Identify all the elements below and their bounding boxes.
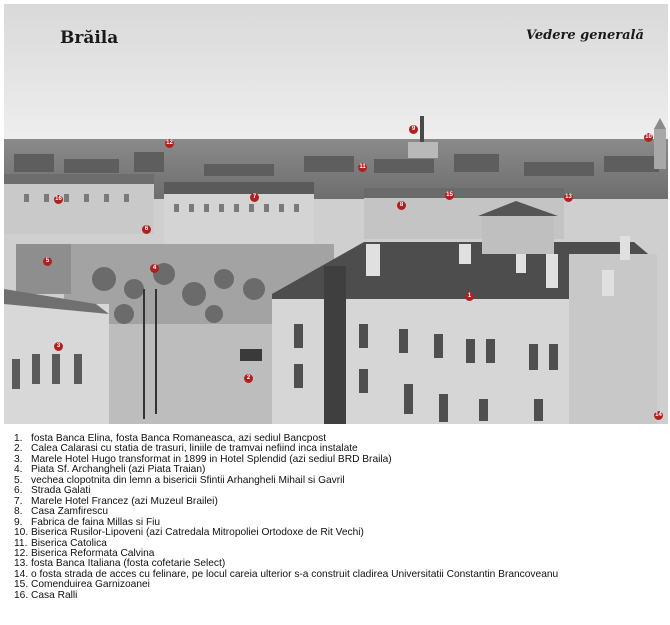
legend-item: 10. Biserica Rusilor-Lipoveni (azi Catredala Mitropoliei Ortodoxe de Rit Vechi) bbox=[14, 527, 364, 539]
legend-item: 15. Comenduirea Garnizoanei bbox=[14, 579, 150, 591]
marker-6: 6 bbox=[142, 225, 151, 234]
marker-4: 4 bbox=[150, 264, 159, 273]
marker-13: 13 bbox=[565, 194, 572, 200]
legend-item: 9. Fabrica de faina Millas si Fiu bbox=[14, 516, 161, 528]
marker-15: 15 bbox=[446, 192, 453, 198]
marker-5: 5 bbox=[43, 257, 52, 266]
photo-caption-left: Brăila bbox=[60, 28, 119, 48]
legend-item: 2. Calea Calarasi cu statia de trasuri, liniile de tramvai nefiind inca instalate bbox=[14, 443, 358, 455]
legend-item: 3. Marele Hotel Hugo transformat in 1899 in Hotel Splendid (azi sediul BRD Braila) bbox=[14, 453, 392, 465]
legend-item: 16. Casa Ralli bbox=[14, 589, 78, 601]
rooftop-pavilion bbox=[482, 214, 554, 254]
mill-building bbox=[408, 142, 438, 158]
legend-item: 6. Strada Galati bbox=[14, 485, 91, 497]
hotel-francez bbox=[164, 189, 314, 244]
marker-7: 7 bbox=[250, 193, 259, 202]
foreground-chimney bbox=[324, 266, 346, 424]
marker-8: 8 bbox=[397, 201, 406, 210]
bell-tower bbox=[16, 244, 71, 294]
church-tower bbox=[654, 129, 666, 169]
legend-item: 4. Piata Sf. Archangheli (azi Piata Traian) bbox=[14, 464, 206, 476]
legend-item: 1. fosta Banca Elina, fosta Banca Romaneasca, azi sediul Bancpost bbox=[14, 433, 327, 444]
marker-12: 12 bbox=[166, 140, 173, 146]
legend-item: 11. Biserica Catolica bbox=[14, 537, 107, 549]
street bbox=[104, 324, 284, 424]
marker-3: 3 bbox=[54, 342, 63, 351]
marker-11: 11 bbox=[359, 164, 366, 170]
panorama-photo bbox=[4, 4, 668, 424]
legend-list bbox=[14, 434, 660, 601]
marker-14: 14 bbox=[655, 412, 662, 418]
panorama-drawing bbox=[4, 4, 668, 424]
marker-16: 16 bbox=[55, 196, 62, 202]
marker-1: 1 bbox=[465, 292, 474, 301]
left-buildings bbox=[4, 179, 154, 234]
legend-item: 13. fosta Banca Italiana (fosta cofetarie Select) bbox=[14, 558, 226, 570]
legend-item: 5. vechea clopotnita din lemn a bisericii Sfintii Arhangheli Mihail si Gavril bbox=[14, 474, 345, 486]
carriage bbox=[240, 349, 262, 361]
mill-chimney bbox=[420, 116, 424, 146]
legend-item: 12. Biserica Reformata Calvina bbox=[14, 547, 155, 559]
sky bbox=[4, 4, 668, 144]
legend-item: 7. Marele Hotel Francez (azi Muzeul Brailei) bbox=[14, 495, 218, 507]
legend-item: 14. o fosta strada de acces cu felinare, pe locul careia ulterior s-a construit cladirea Universitatii Constantin Brancoveanu bbox=[14, 568, 559, 580]
marker-9: 9 bbox=[409, 125, 418, 134]
legend-item: 8. Casa Zamfirescu bbox=[14, 506, 108, 518]
marker-10: 10 bbox=[645, 134, 652, 140]
marker-2: 2 bbox=[244, 374, 253, 383]
photo-caption-right: Vedere generală bbox=[526, 28, 644, 43]
